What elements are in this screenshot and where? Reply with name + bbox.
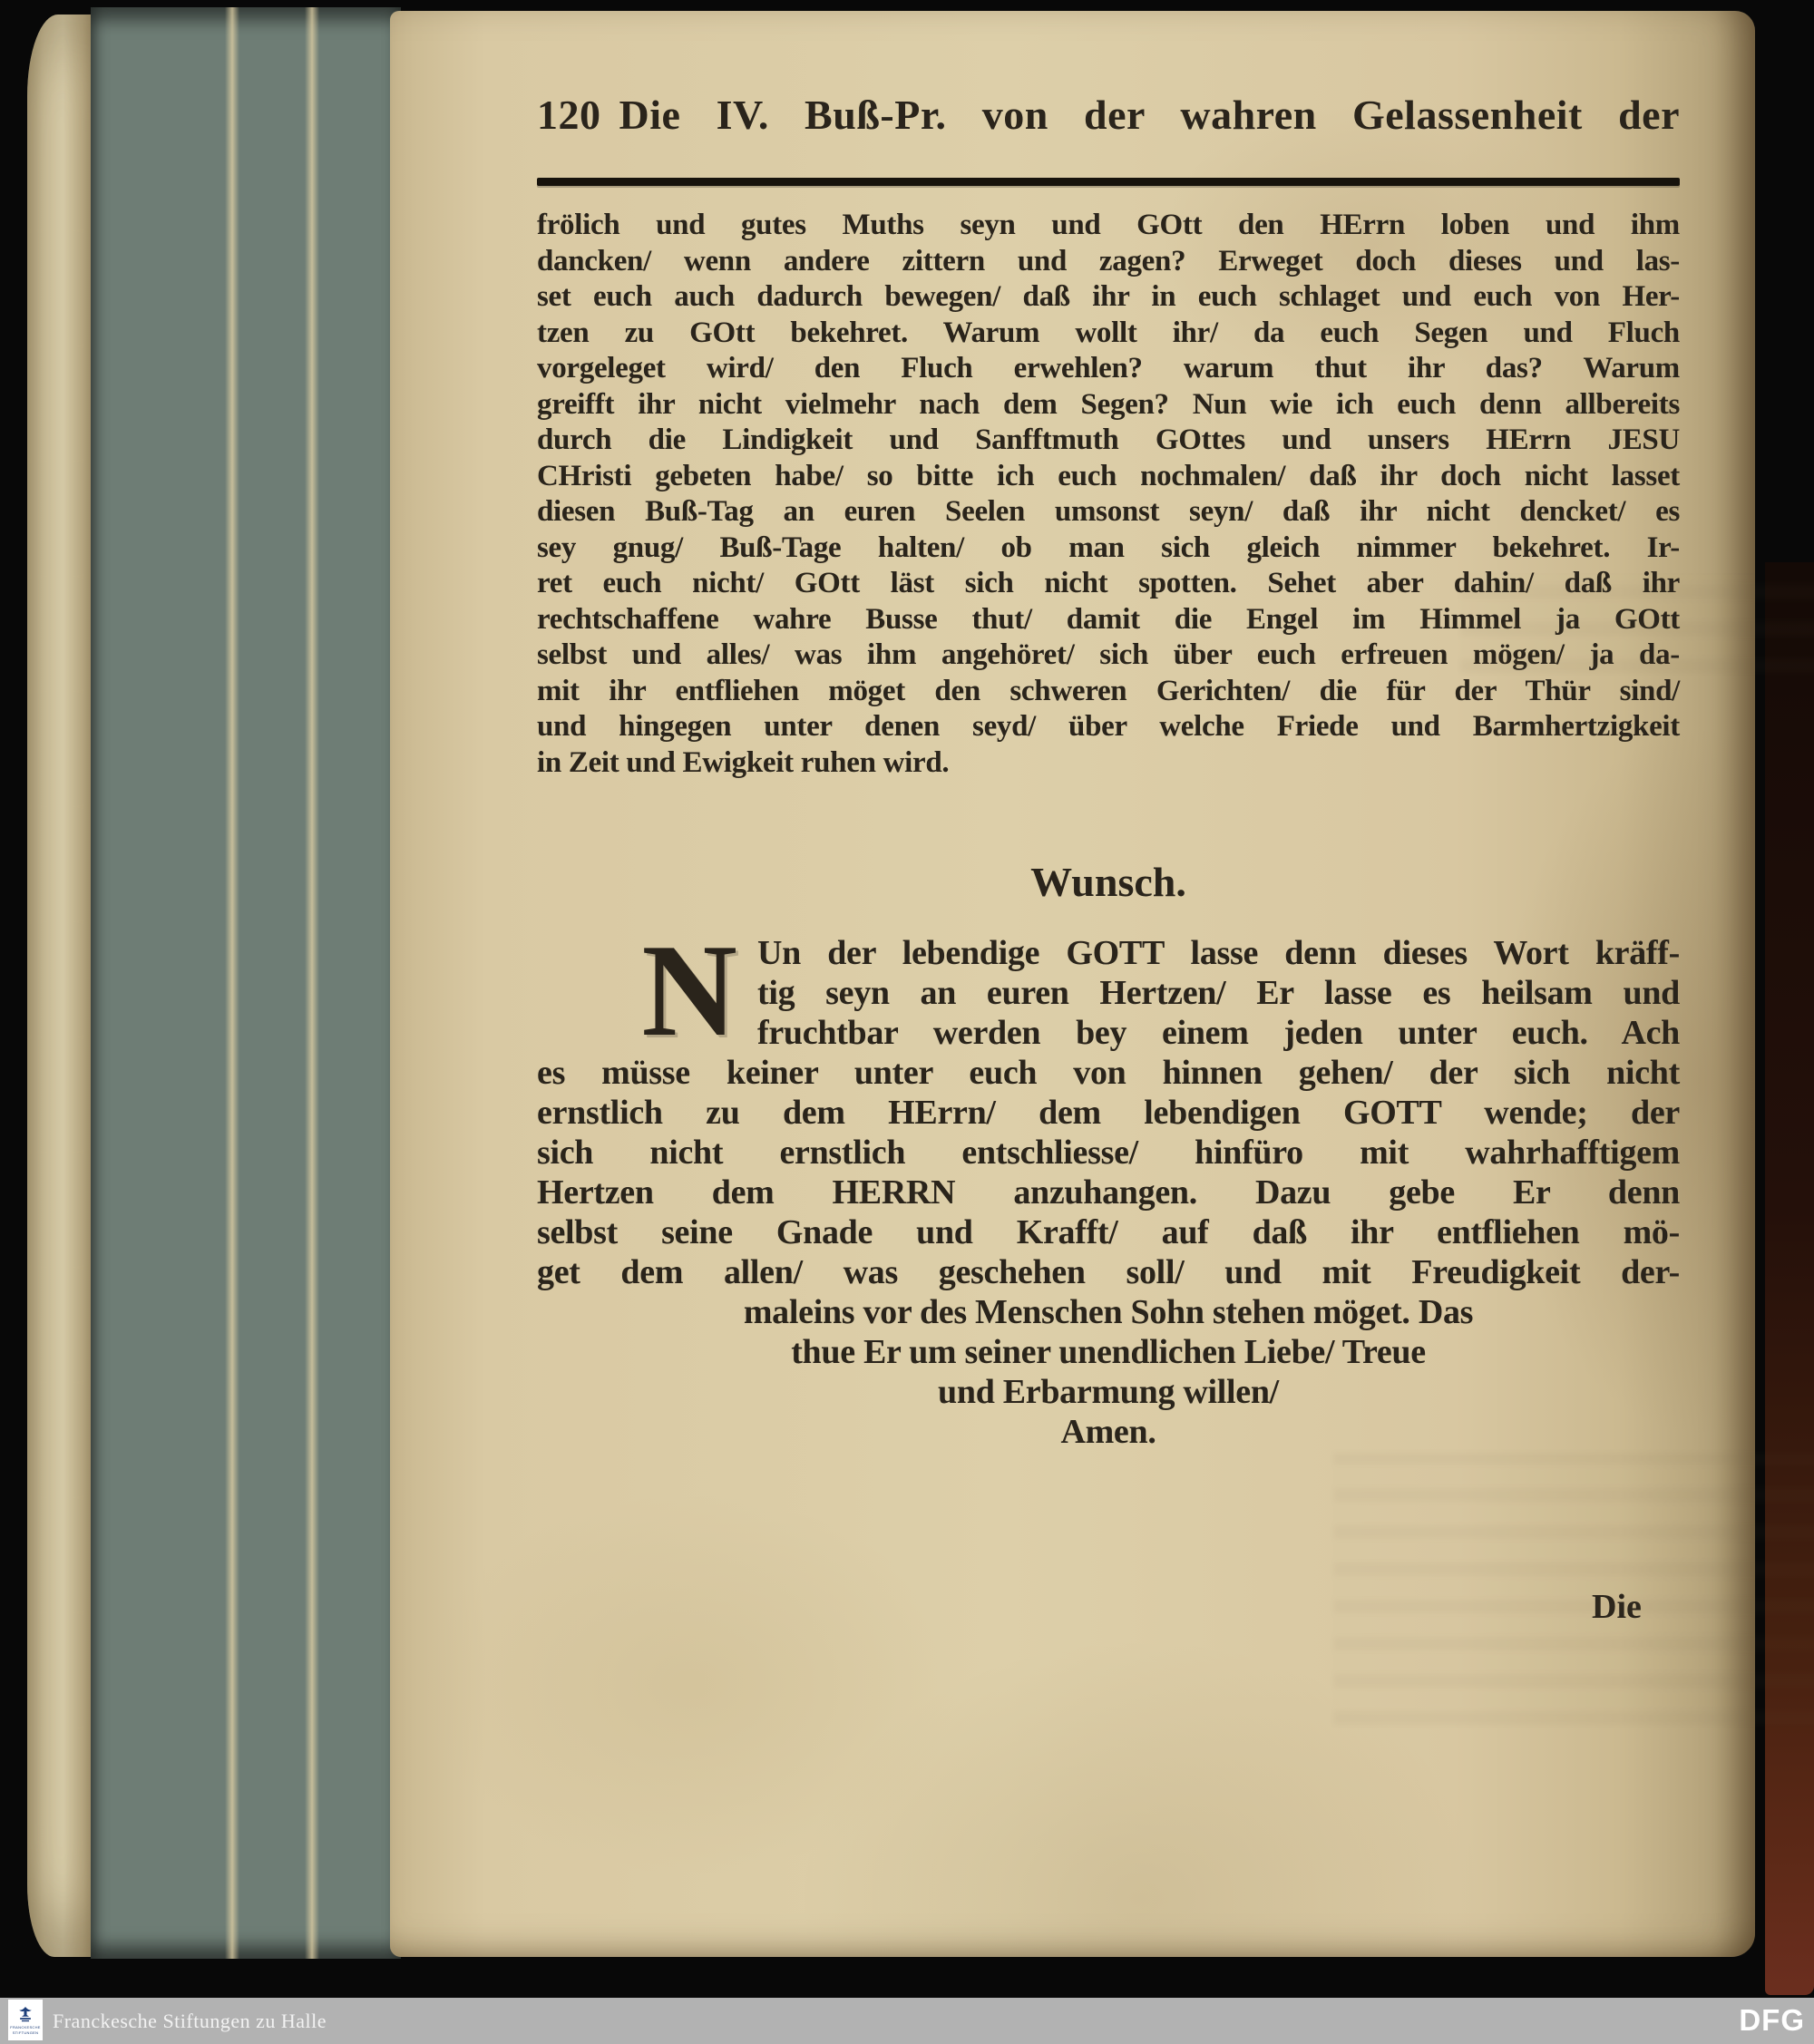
franckesche-stiftungen-logo	[8, 2000, 43, 2040]
page-number: 120	[537, 92, 601, 138]
text-line: set euch auch dadurch bewegen/ daß ihr in euch schlaget und euch von Her-	[537, 280, 1680, 313]
text-line: thue Er um seiner unendlichen Liebe/ Treue	[791, 1333, 1426, 1371]
wunsch-paragraph	[537, 917, 1680, 1452]
book-cover-edge	[27, 15, 93, 1957]
text-line: Hertzen dem HERRN anzuhangen. Dazu gebe Er denn	[537, 1173, 1680, 1212]
text-line: und hingegen unter denen seyd/ über welche Friede und Barmhertzigkeit	[537, 710, 1680, 743]
show-through-text	[1333, 1453, 1814, 1725]
page-edge-highlight	[305, 7, 319, 1959]
text-line: sich nicht ernstlich entschliesse/ hinfüro mit wahrhafftigem	[537, 1134, 1680, 1172]
logo-text-line2: STIFTUNGEN	[12, 2029, 39, 2035]
text-line: frölich und gutes Muths seyn und GOtt den HErrn loben und ihm	[537, 209, 1680, 241]
header-rule	[537, 178, 1680, 186]
text-line: greifft ihr nicht vielmehr nach dem Segen? Nun wie ich euch denn allbereits	[537, 387, 1680, 421]
dfg-logo: DFG	[1739, 2003, 1805, 2037]
amen-line: Amen.	[1060, 1413, 1156, 1451]
text-line: tzen zu GOtt bekehret. Warum wollt ihr/ da euch Segen und Fluch	[537, 316, 1680, 349]
text-line: maleins vor des Menschen Sohn stehen möget. Das	[743, 1293, 1474, 1331]
text-line: CHristi gebeten habe/ so bitte ich euch nochmalen/ daß ihr doch nicht lasset	[537, 459, 1680, 492]
text-line: fruchtbar werden bey einem jeden unter euch. Ach	[757, 1014, 1680, 1052]
page-block-fore-edge	[91, 7, 401, 1959]
footer-bar	[0, 1998, 1814, 2044]
text-line: ret euch nicht/ GOtt läst sich nicht spotten. Sehet aber dahin/ daß ihr	[537, 567, 1680, 599]
text-line: mit ihr entfliehen möget den schweren Gerichten/ die für der Thür sind/	[537, 674, 1680, 707]
running-head	[537, 91, 1680, 140]
text-line: durch die Lindigkeit und Sanfftmuth GOttes und unsers HErrn JESU	[537, 423, 1680, 456]
text-line: selbst seine Gnade und Krafft/ auf daß ihr entfliehen mö-	[537, 1213, 1680, 1251]
text-line: ernstlich zu dem HErrn/ dem lebendigen GOTT wende; der	[537, 1094, 1680, 1132]
running-head-title: Die IV. Buß-Pr. von der wahren Gelassenheit der	[619, 92, 1680, 138]
ornamental-initial: N	[641, 917, 737, 1064]
book-page	[390, 11, 1755, 1957]
text-line: get dem allen/ was geschehen soll/ und mit Freudigkeit der-	[537, 1253, 1680, 1291]
text-line: dancken/ wenn andere zittern und zagen? Erweget doch dieses und las-	[537, 244, 1680, 277]
text-line: in Zeit und Ewigkeit ruhen wird.	[537, 745, 950, 779]
catchword: Die	[1592, 1588, 1642, 1626]
text-line: diesen Buß-Tag an euren Seelen umsonst seyn/ daß ihr nicht dencket/ es	[537, 495, 1680, 528]
text-line: tig seyn an euren Hertzen/ Er lasse es heilsam und	[757, 974, 1680, 1012]
eagle-tower-icon	[17, 2006, 34, 2024]
text-line: sey gnug/ Buß-Tage halten/ ob man sich gleich nimmer bekehret. Ir-	[537, 530, 1680, 564]
text-line: vorgeleget wird/ den Fluch erwehlen? warum thut ihr das? Warum	[537, 352, 1680, 384]
back-cover-edge	[1765, 562, 1814, 1995]
text-line: rechtschaffene wahre Busse thut/ damit die Engel im Himmel ja GOtt	[537, 602, 1680, 636]
library-name: Franckesche Stiftungen zu Halle	[53, 2010, 327, 2032]
wunsch-tapered-lines	[537, 1292, 1680, 1412]
text-line: es müsse keiner unter euch von hinnen gehen/ der sich nicht	[537, 1054, 1680, 1092]
page-edge-highlight	[225, 7, 239, 1959]
section-heading: Wunsch.	[1030, 859, 1186, 905]
body-paragraph	[537, 208, 1680, 781]
text-line: selbst und alles/ was ihm angehöret/ sich über euch erfreuen mögen/ ja da-	[537, 638, 1680, 671]
logo-text-line1: FRANCKESCHE	[10, 2024, 41, 2029]
text-line: Un der lebendige GOTT lasse denn dieses Wort kräff-	[757, 934, 1680, 972]
text-line: und Erbarmung willen/	[938, 1373, 1279, 1411]
